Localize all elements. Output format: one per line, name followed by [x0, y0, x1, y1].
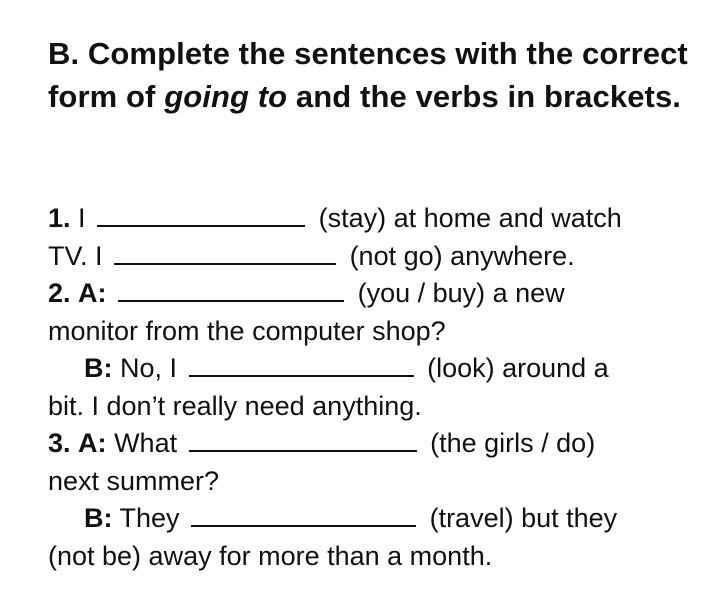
item-1-line-2	[48, 238, 708, 276]
item-1-blank-2[interactable]	[114, 241, 336, 265]
item-2-a-text-after: (you / buy) a new	[357, 278, 565, 308]
item-3-a-text-after: (the girls / do)	[430, 428, 596, 458]
item-3-line-b-cont	[48, 538, 708, 576]
item-1-blank-1[interactable]	[97, 203, 305, 227]
item-2-speaker-b: B:	[84, 353, 113, 383]
item-3-speaker-b: B:	[84, 503, 113, 533]
item-3-blank-b[interactable]	[191, 503, 416, 527]
instructions-text-end: and the verbs in brackets.	[287, 79, 682, 114]
item-3-line-a-cont	[48, 463, 708, 501]
item-1-text-after: (stay) at home and watch	[318, 203, 622, 233]
instructions-text-start: B. Complete the sentences with the correct form of	[48, 36, 688, 114]
item-2-line-b-cont	[48, 388, 708, 426]
item-1-line-1	[48, 200, 708, 238]
item-3-b-text-after: (travel) but they	[429, 503, 618, 533]
item-1-text-before: I	[78, 203, 86, 233]
item-3-a-continuation: next summer?	[48, 465, 220, 496]
item-1-number: 1.	[48, 203, 71, 233]
item-2-blank-a[interactable]	[118, 278, 344, 302]
item-3-number: 3.	[48, 428, 71, 458]
item-2-b-continuation: bit. I don’t really need anything.	[48, 390, 422, 421]
item-2-line-a	[48, 275, 708, 313]
item-3-line-a	[48, 425, 708, 463]
item-2-a-continuation: monitor from the computer shop?	[48, 315, 446, 346]
item-3-b-text-before: They	[119, 503, 180, 533]
item-3-blank-a[interactable]	[189, 428, 417, 452]
item-1-text-before-2: TV. I	[48, 240, 103, 271]
exercise-body	[48, 200, 708, 575]
item-3-b-continuation: (not be) away for more than a month.	[48, 540, 493, 571]
item-3-speaker-a: A:	[78, 428, 107, 458]
exercise-instructions	[48, 32, 688, 118]
item-2-b-text-after: (look) around a	[427, 353, 609, 383]
item-2-line-a-cont	[48, 313, 708, 351]
item-1-text-after-2: (not go) anywhere.	[349, 240, 575, 271]
item-2-speaker-a: A:	[78, 278, 107, 308]
instructions-emphasis: going to	[164, 79, 288, 114]
item-2-number: 2.	[48, 278, 71, 308]
item-3-line-b	[48, 500, 708, 538]
item-3-a-text-before: What	[114, 428, 178, 458]
item-2-b-text-before: No, I	[120, 353, 178, 383]
item-2-blank-b[interactable]	[189, 353, 414, 377]
item-2-line-b	[48, 350, 708, 388]
